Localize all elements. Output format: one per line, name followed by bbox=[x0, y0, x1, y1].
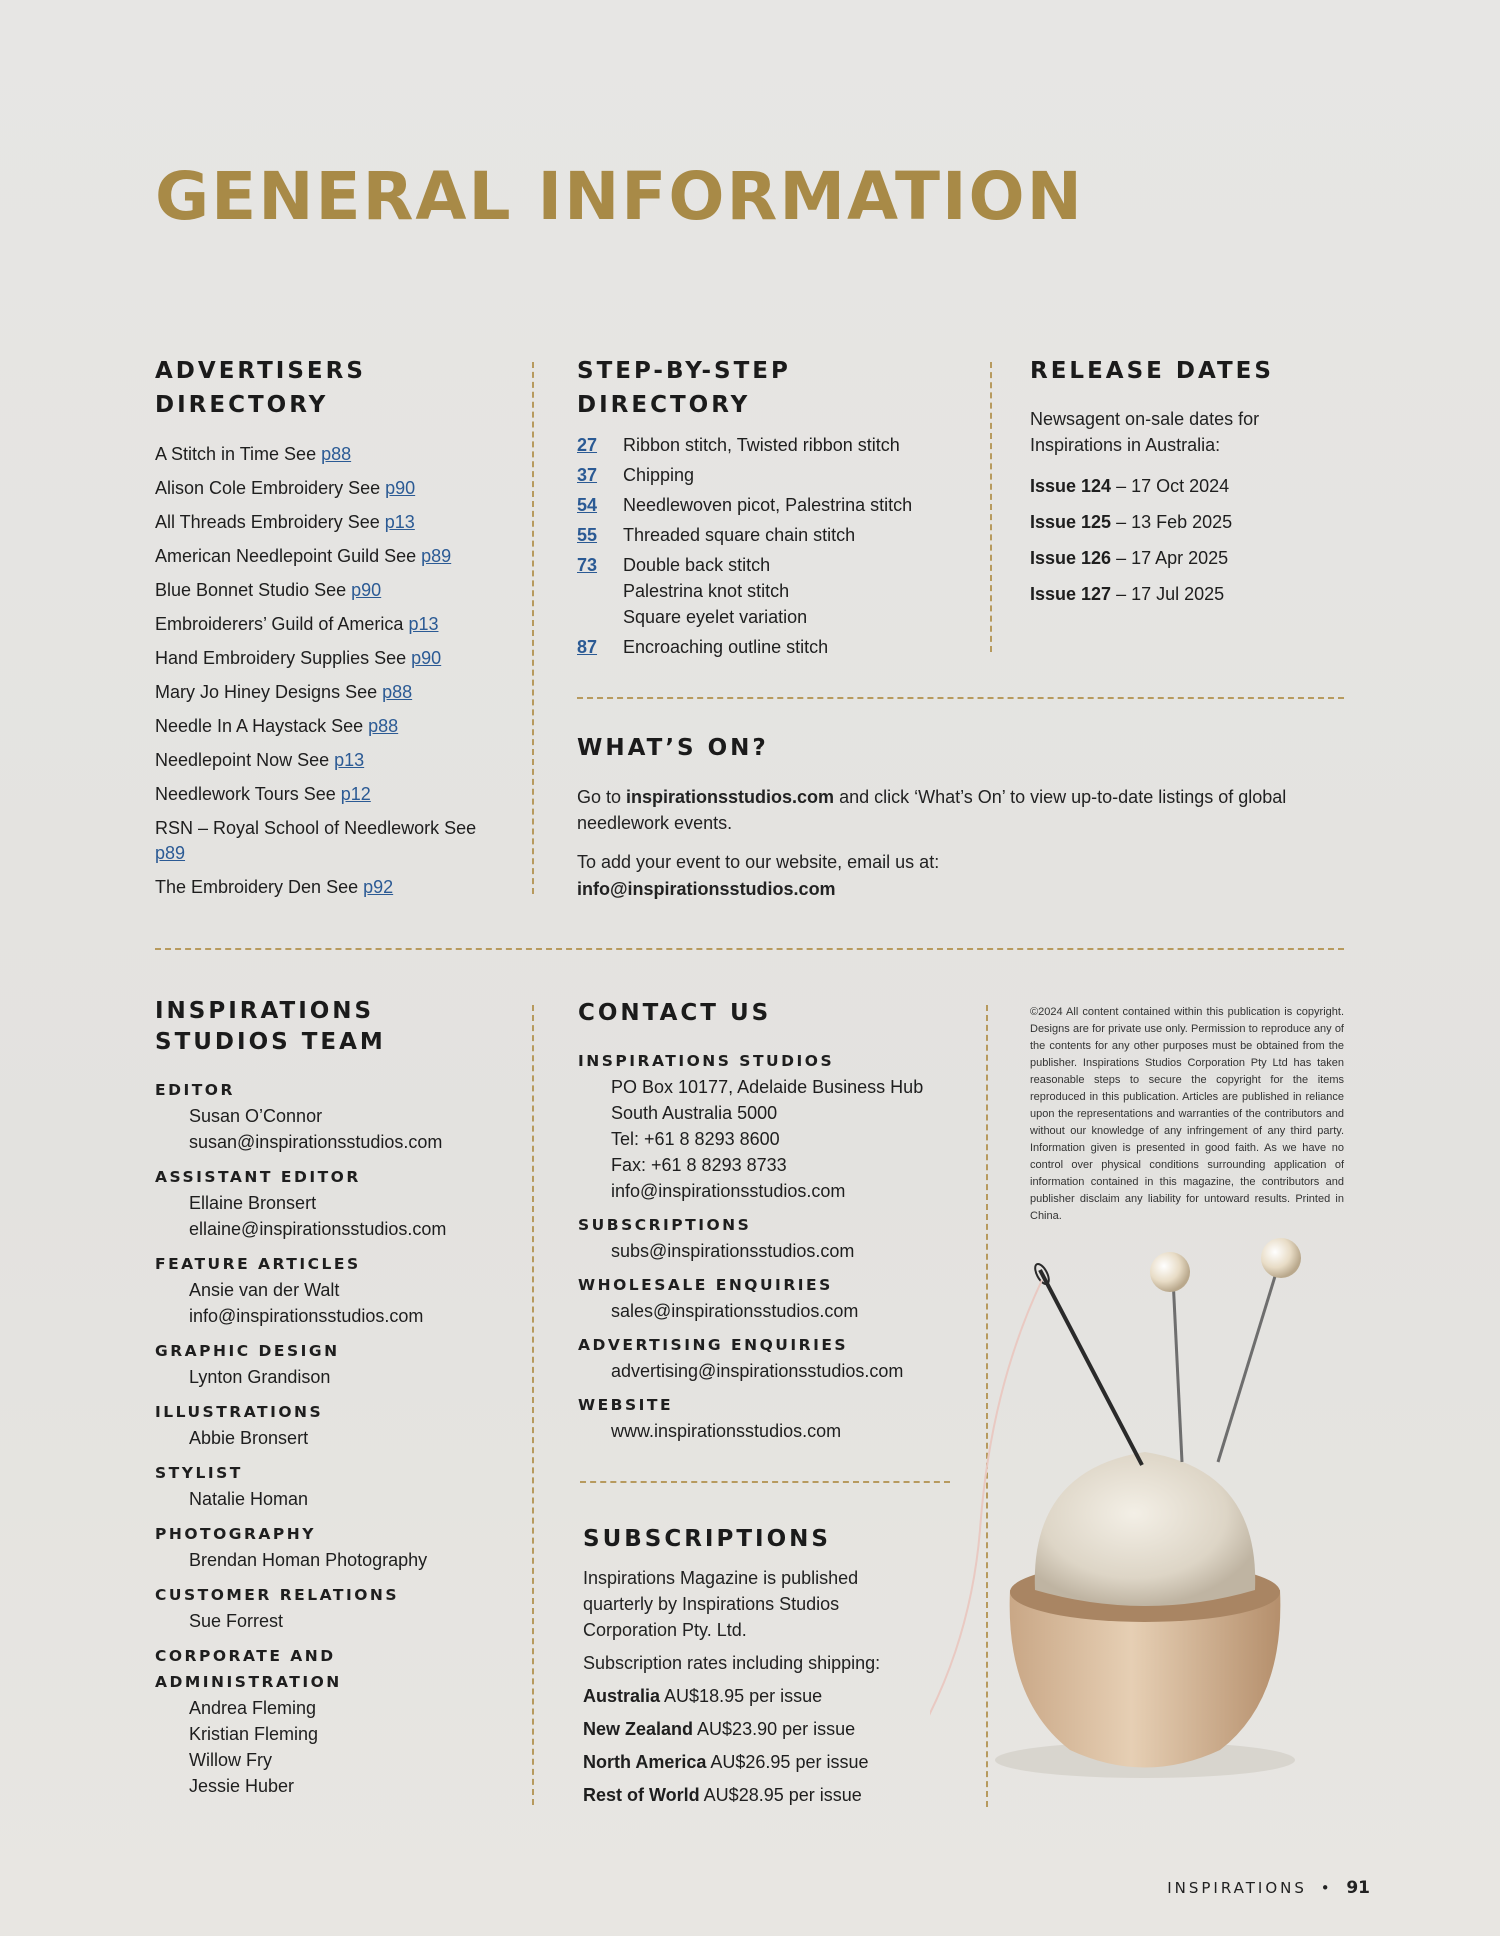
release-date: – 17 Jul 2025 bbox=[1111, 584, 1225, 604]
team-role: STYLIST bbox=[155, 1464, 243, 1482]
step-item bbox=[577, 462, 977, 488]
step-page-link[interactable]: 37 bbox=[577, 465, 598, 485]
footer-separator: • bbox=[1320, 1879, 1333, 1897]
team-email[interactable]: susan@inspirationsstudios.com bbox=[189, 1132, 443, 1152]
team-member: Lynton Grandison bbox=[189, 1367, 331, 1387]
subscriptions-heading: SUBSCRIPTIONS bbox=[583, 1526, 831, 1552]
subscription-rate bbox=[583, 1782, 963, 1808]
rate-price: AU$26.95 per issue bbox=[706, 1752, 869, 1772]
advertiser-name: Needlepoint Now See bbox=[155, 750, 335, 770]
column-divider bbox=[990, 362, 992, 652]
team-member: Willow Fry bbox=[189, 1750, 272, 1770]
step-description bbox=[623, 432, 900, 458]
team-list bbox=[155, 1077, 515, 1808]
advertiser-item bbox=[155, 476, 505, 501]
team-role: ASSISTANT EDITOR bbox=[155, 1168, 361, 1186]
step-description bbox=[623, 522, 855, 548]
team-role: EDITOR bbox=[155, 1081, 235, 1099]
advertiser-item bbox=[155, 510, 505, 535]
step-page-link[interactable]: 87 bbox=[577, 637, 598, 657]
step-line: Square eyelet variation bbox=[623, 607, 808, 627]
team-group bbox=[155, 1582, 515, 1634]
contact-link[interactable]: sales@inspirationsstudios.com bbox=[611, 1301, 859, 1321]
contact-heading-item: ADVERTISING ENQUIRIES bbox=[578, 1336, 849, 1354]
contact-line: Fax: +61 8 8293 8733 bbox=[611, 1155, 787, 1175]
advertiser-name: RSN – Royal School of Needlework See bbox=[155, 818, 477, 838]
rate-price: AU$23.90 per issue bbox=[693, 1719, 856, 1739]
contact-line: Tel: +61 8 8293 8600 bbox=[611, 1129, 780, 1149]
contact-heading-item: INSPIRATIONS STUDIOS bbox=[578, 1052, 835, 1070]
contact-group bbox=[578, 1392, 958, 1444]
team-member: Brendan Homan Photography bbox=[189, 1550, 428, 1570]
step-description bbox=[623, 492, 912, 518]
advertiser-page-link[interactable]: p89 bbox=[155, 843, 186, 863]
subscription-rate bbox=[583, 1683, 963, 1709]
advertisers-list bbox=[155, 442, 505, 909]
advertiser-item bbox=[155, 442, 505, 467]
team-member: Andrea Fleming bbox=[189, 1698, 317, 1718]
team-member: Sue Forrest bbox=[189, 1611, 284, 1631]
rate-region: Rest of World bbox=[583, 1785, 700, 1805]
contact-link[interactable]: info@inspirationsstudios.com bbox=[611, 1181, 846, 1201]
advertiser-page-link[interactable]: p88 bbox=[321, 444, 352, 464]
step-line: Ribbon stitch, Twisted ribbon stitch bbox=[623, 435, 900, 455]
advertiser-name: A Stitch in Time See bbox=[155, 444, 322, 464]
advertiser-name: Needle In A Haystack See bbox=[155, 716, 369, 736]
step-line: Chipping bbox=[623, 465, 695, 485]
release-date: – 13 Feb 2025 bbox=[1111, 512, 1233, 532]
advertiser-item bbox=[155, 544, 505, 569]
team-heading: INSPIRATIONS STUDIOS TEAM bbox=[155, 998, 386, 1055]
advertiser-name: All Threads Embroidery See bbox=[155, 512, 385, 532]
team-member: Jessie Huber bbox=[189, 1776, 295, 1796]
step-description bbox=[623, 634, 828, 660]
team-role: CORPORATE AND ADMINISTRATION bbox=[155, 1647, 342, 1691]
release-item bbox=[1030, 473, 1330, 499]
page-footer bbox=[1167, 1878, 1370, 1898]
advertiser-name: Embroiderers’ Guild of America bbox=[155, 614, 409, 634]
step-item bbox=[577, 634, 977, 660]
subscription-rates bbox=[583, 1683, 963, 1808]
step-page-link[interactable]: 54 bbox=[577, 495, 598, 515]
release-date: – 17 Apr 2025 bbox=[1111, 548, 1229, 568]
contact-heading-item: WEBSITE bbox=[578, 1396, 674, 1414]
release-issue: Issue 124 bbox=[1030, 476, 1112, 496]
step-line: Palestrina knot stitch bbox=[623, 581, 790, 601]
team-role: PHOTOGRAPHY bbox=[155, 1525, 316, 1543]
team-member: Susan O’Connor bbox=[189, 1106, 323, 1126]
advertiser-page-link[interactable]: p13 bbox=[408, 614, 439, 634]
subscriptions-rates-label: Subscription rates including shipping: bbox=[583, 1653, 881, 1673]
copyright-notice: ©2024 All content contained within this publication is copyright. Designs are for private use only. Permission to reproduce any of the contents for any other purposes must be obtained from the publisher. Inspirations Studios Corporation Pty Ltd has taken reasonable steps to secure the copyright for the items reproduced in this publication. Articles are published in reliance upon the representations and warranties of the contributors and without our knowledge of any infringement of any third party. Information given is presented in good faith. As we have no control over physical conditions surrounding application of information contained in this magazine, the contributors and publisher disclaim any liability for untoward results. Printed in China. bbox=[1030, 1006, 1344, 1222]
team-email[interactable]: info@inspirationsstudios.com bbox=[189, 1306, 424, 1326]
team-group bbox=[155, 1460, 515, 1512]
team-role: ILLUSTRATIONS bbox=[155, 1403, 324, 1421]
step-description bbox=[623, 552, 807, 630]
step-item bbox=[577, 492, 977, 518]
advertiser-page-link[interactable]: p89 bbox=[421, 546, 452, 566]
release-issue: Issue 127 bbox=[1030, 584, 1112, 604]
footer-magazine: INSPIRATIONS bbox=[1167, 1879, 1307, 1897]
step-page-link[interactable]: 27 bbox=[577, 435, 598, 455]
advertiser-name: American Needlepoint Guild See bbox=[155, 546, 422, 566]
advertiser-name: Alison Cole Embroidery See bbox=[155, 478, 386, 498]
rate-region: New Zealand bbox=[583, 1719, 694, 1739]
release-intro: Newsagent on-sale dates for Inspirations in Australia: bbox=[1030, 409, 1260, 455]
advertiser-name: Blue Bonnet Studio See bbox=[155, 580, 352, 600]
subscriptions-block bbox=[583, 1565, 963, 1815]
section-divider bbox=[577, 697, 1344, 699]
team-group bbox=[155, 1521, 515, 1573]
column-divider bbox=[532, 1005, 534, 1805]
team-group bbox=[155, 1251, 515, 1329]
advertisers-heading: ADVERTISERS DIRECTORY bbox=[155, 358, 366, 418]
contact-group bbox=[578, 1048, 958, 1204]
step-line: Threaded square chain stitch bbox=[623, 525, 856, 545]
advertiser-item bbox=[155, 578, 505, 603]
rate-region: North America bbox=[583, 1752, 707, 1772]
advertiser-page-link[interactable]: p90 bbox=[411, 648, 442, 668]
column-divider bbox=[532, 362, 534, 894]
whats-on-text bbox=[577, 784, 1337, 836]
whats-on-text-post: and click ‘What’s On’ to view up-to-date listings of global needlework events. bbox=[577, 787, 1287, 833]
advertiser-page-link[interactable]: p92 bbox=[363, 877, 394, 897]
subscription-rate bbox=[583, 1716, 963, 1742]
team-group bbox=[155, 1164, 515, 1242]
team-member: Natalie Homan bbox=[189, 1489, 309, 1509]
advertiser-page-link[interactable]: p90 bbox=[351, 580, 382, 600]
page-number: 91 bbox=[1346, 1878, 1370, 1898]
release-issue: Issue 126 bbox=[1030, 548, 1112, 568]
steps-heading: STEP-BY-STEP DIRECTORY bbox=[577, 358, 791, 418]
advertiser-page-link[interactable]: p90 bbox=[385, 478, 416, 498]
team-member: Ellaine Bronsert bbox=[189, 1193, 317, 1213]
contact-heading-item: WHOLESALE ENQUIRIES bbox=[578, 1276, 833, 1294]
rate-price: AU$18.95 per issue bbox=[660, 1686, 823, 1706]
rate-region: Australia bbox=[583, 1686, 661, 1706]
rate-price: AU$28.95 per issue bbox=[699, 1785, 862, 1805]
step-item bbox=[577, 432, 977, 458]
subscriptions-intro: Inspirations Magazine is published quarterly by Inspirations Studios Corporation Pty. Ltd. bbox=[583, 1568, 859, 1640]
advertiser-item bbox=[155, 612, 505, 637]
contact-line: South Australia 5000 bbox=[611, 1103, 778, 1123]
step-item bbox=[577, 522, 977, 548]
steps-list bbox=[577, 432, 977, 664]
contact-group bbox=[578, 1212, 958, 1264]
contact-group bbox=[578, 1272, 958, 1324]
advertiser-item bbox=[155, 748, 505, 773]
team-group bbox=[155, 1077, 515, 1155]
team-role: CUSTOMER RELATIONS bbox=[155, 1586, 400, 1604]
contact-link[interactable]: subs@inspirationsstudios.com bbox=[611, 1241, 855, 1261]
whats-on-email[interactable]: info@inspirationsstudios.com bbox=[577, 879, 836, 899]
contact-link[interactable]: advertising@inspirationsstudios.com bbox=[611, 1361, 904, 1381]
advertiser-name: Mary Jo Hiney Designs See bbox=[155, 682, 383, 702]
release-issue: Issue 125 bbox=[1030, 512, 1112, 532]
section-divider bbox=[155, 948, 1344, 950]
website-link[interactable]: inspirationsstudios.com bbox=[626, 787, 835, 807]
step-line: Encroaching outline stitch bbox=[623, 637, 829, 657]
advertiser-page-link[interactable]: p88 bbox=[382, 682, 413, 702]
pin-cushion-image bbox=[930, 1230, 1360, 1790]
contact-line: PO Box 10177, Adelaide Business Hub bbox=[611, 1077, 924, 1097]
team-group bbox=[155, 1399, 515, 1451]
team-member: Ansie van der Walt bbox=[189, 1280, 340, 1300]
contact-group bbox=[578, 1332, 958, 1384]
advertiser-name: The Embroidery Den See bbox=[155, 877, 364, 897]
team-group bbox=[155, 1643, 515, 1799]
step-page-link[interactable]: 73 bbox=[577, 555, 598, 575]
whats-on-heading: WHAT’S ON? bbox=[577, 735, 769, 761]
advertiser-page-link[interactable]: p13 bbox=[334, 750, 365, 770]
team-member: Abbie Bronsert bbox=[189, 1428, 309, 1448]
page-title: GENERAL INFORMATION bbox=[155, 158, 1084, 235]
advertiser-item bbox=[155, 646, 505, 671]
advertiser-item bbox=[155, 714, 505, 739]
team-role: FEATURE ARTICLES bbox=[155, 1255, 361, 1273]
release-item bbox=[1030, 581, 1330, 607]
advertiser-page-link[interactable]: p12 bbox=[340, 784, 371, 804]
step-line: Double back stitch bbox=[623, 555, 771, 575]
subscription-rate bbox=[583, 1749, 963, 1775]
release-item bbox=[1030, 545, 1330, 571]
team-member: Kristian Fleming bbox=[189, 1724, 319, 1744]
release-item bbox=[1030, 509, 1330, 535]
step-page-link[interactable]: 55 bbox=[577, 525, 598, 545]
step-description bbox=[623, 462, 694, 488]
contact-link[interactable]: www.inspirationsstudios.com bbox=[611, 1421, 842, 1441]
advertiser-item bbox=[155, 782, 505, 807]
release-list bbox=[1030, 473, 1330, 617]
advertiser-page-link[interactable]: p13 bbox=[384, 512, 415, 532]
contact-list bbox=[578, 1048, 958, 1452]
advertiser-item bbox=[155, 875, 505, 900]
advertiser-name: Hand Embroidery Supplies See bbox=[155, 648, 412, 668]
advertiser-item bbox=[155, 680, 505, 705]
section-divider bbox=[580, 1481, 950, 1483]
contact-heading-item: SUBSCRIPTIONS bbox=[578, 1216, 752, 1234]
team-email[interactable]: ellaine@inspirationsstudios.com bbox=[189, 1219, 447, 1239]
advertiser-item bbox=[155, 816, 505, 866]
whats-on-text-pre: Go to bbox=[577, 787, 627, 807]
release-date: – 17 Oct 2024 bbox=[1111, 476, 1230, 496]
step-item bbox=[577, 552, 977, 630]
advertiser-name: Needlework Tours See bbox=[155, 784, 341, 804]
advertiser-page-link[interactable]: p88 bbox=[368, 716, 399, 736]
release-heading: RELEASE DATES bbox=[1030, 358, 1274, 384]
whats-on-email-text: To add your event to our website, email us at: bbox=[577, 852, 940, 872]
team-role: GRAPHIC DESIGN bbox=[155, 1342, 340, 1360]
team-group bbox=[155, 1338, 515, 1390]
contact-heading: CONTACT US bbox=[578, 1000, 772, 1026]
step-line: Needlewoven picot, Palestrina stitch bbox=[623, 495, 913, 515]
